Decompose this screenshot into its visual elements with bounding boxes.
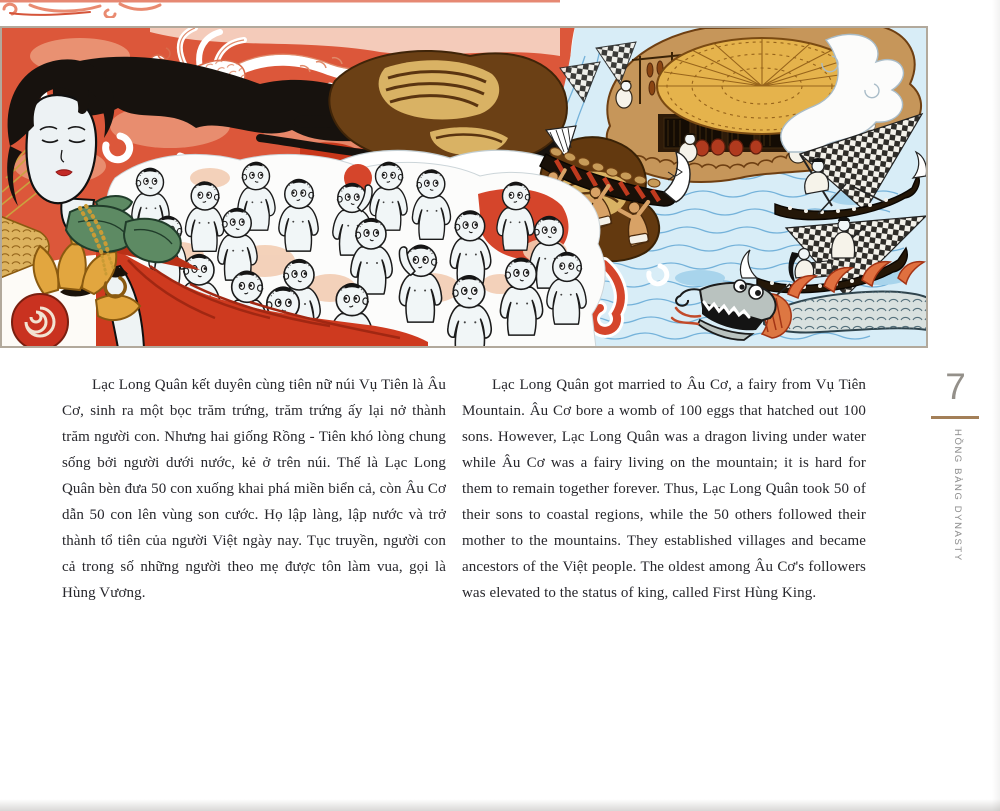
chapter-rule [931, 416, 979, 419]
chapter-side-label: HỒNG BÀNG DYNASTY [952, 429, 963, 562]
scan-shadow-bottom [0, 799, 1000, 811]
vietnamese-paragraph: Lạc Long Quân kết duyên cùng tiên nữ núi Vụ Tiên là Âu Cơ, sinh ra một bọc trăm trứng, trăm trứng ấy lại nở thành trăm người con. Nhưng hai giống Rồng - Tiên khó lòng chung sống bởi người dưới nước, kẻ ở trên núi. Thế là Lạc Long Quân bèn đưa 50 con xuống khai phá miền biển cả, còn Âu Cơ dẫn 50 con lên vùng son cước. Họ lập làng, lập nước và trở thành tổ tiên của người Việt ngày nay. Tục truyền, người con cả trong số những người theo mẹ được tôn làm vua, gọi là Hùng Vương. [62, 377, 446, 601]
scan-shadow-right [992, 0, 1000, 811]
english-paragraph: Lạc Long Quân got married to Âu Cơ, a fairy from Vụ Tiên Mountain. Âu Cơ bore a womb of 100 eggs that hatched out 100 sons. However, Lạc Long Quân was a dragon living under water while Âu Cơ was a fairy living on the mountain; it is hard for them to remain together forever. Thus, Lạc Long Quân took 50 of their sons to coastal regions, while the 50 others followed their mother to the mountains. They established villages and became ancestors of the Việt people. The oldest among Âu Cơ's followers was elevated to the status of king, called First Hùng King. [462, 377, 866, 601]
book-illustration [0, 26, 928, 348]
brown-mountain [329, 51, 567, 166]
illustration-frame [0, 26, 928, 348]
page-number: 7 [945, 366, 967, 407]
page-top-bleed-artwork [0, 0, 600, 18]
